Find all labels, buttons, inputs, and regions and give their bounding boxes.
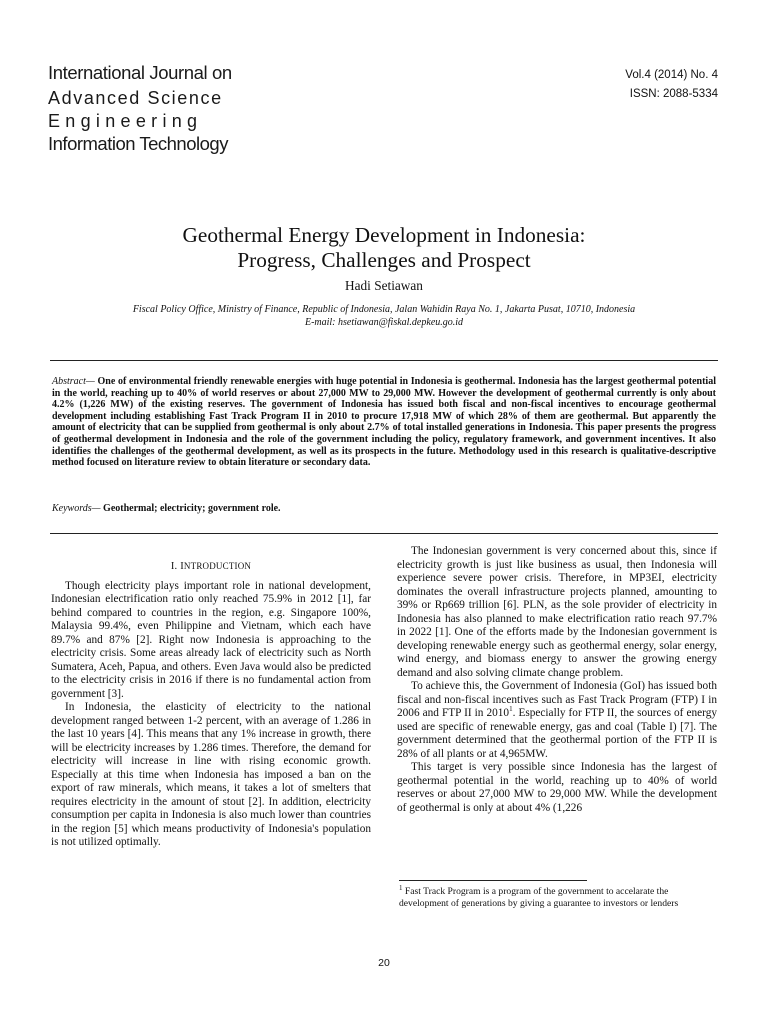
volume-issue: Vol.4 (2014) No. 4 <box>625 69 718 81</box>
author-email: E-mail: hsetiawan@fiskal.depkeu.go.id <box>304 317 464 328</box>
right-paragraph-2-rest: . Especially for FTP II, the sources of energy used are specific of renewable energy, gas and coal (Table I) [7]. The government determined that the geothermal portion of the FTP II is 28% of all plants or at 4,965MW. <box>397 707 717 760</box>
paper-title-line-1: Geothermal Energy Development in Indonesia: <box>182 223 586 247</box>
issn: ISSN: 2088-5334 <box>629 88 718 100</box>
abstract-bottom-rule <box>50 533 718 534</box>
journal-name-line-2: Advanced Science <box>48 87 223 108</box>
paper-title <box>0 223 768 273</box>
footnote-rule <box>399 880 587 881</box>
section-initial: I <box>180 561 184 572</box>
page-number: 20 <box>378 957 390 969</box>
right-paragraph-2 <box>397 680 717 761</box>
intro-paragraph-1: Though electricity plays important role in national development, Indonesian electrification ratio only reached 75.9% in 2012 [1], far behind compared to countries in the region, e.g. Singapore 100%, Malaysia 99.4%, even Philippine and Vietnam, which each have 89.7% and 87% [2]. Right now Indonesia is approaching to the electricity crisis. Some areas already lack of electricity such as North Sumatera, Aceh, Papua, and others. Even Java would also be predicted to the electricity crisis in 2016 if there is no fundamental action from government [3]. <box>51 579 371 700</box>
journal-name-line-4: Information Technology <box>48 132 228 154</box>
section-number: I. <box>170 561 181 572</box>
abstract-top-rule <box>50 360 718 361</box>
paper-title-line-2: Progress, Challenges and Prospect <box>237 248 531 272</box>
keywords-label: Keywords <box>52 503 92 514</box>
right-column <box>397 545 717 815</box>
section-title-rest: NTRODUCTION <box>183 561 252 571</box>
affiliation <box>60 303 708 329</box>
footnote-mark: 1 <box>399 883 403 892</box>
keywords-dash: — <box>91 503 104 514</box>
author-name: Hadi Setiawan <box>345 278 423 293</box>
abstract <box>52 376 716 469</box>
volume-info <box>625 66 718 104</box>
right-paragraph-3: This target is very possible since Indonesia has the largest of geothermal potential in the world, reaching up to 40% of world reserves or about 27,000 MW to 29,000 MW. While the development of geothermal is only at about 4% (1,226 <box>397 761 717 814</box>
section-heading-introduction <box>51 560 371 574</box>
right-paragraph-2-text: To achieve this, the Government of Indonesia (GoI) has issued both fiscal and non-fiscal incentives such as Fast Track Program (FTP) I in 2006 and FTP II in 2010 <box>397 680 717 719</box>
right-paragraph-1: The Indonesian government is very concerned about this, since if electricity growth is just like business as usual, then Indonesia will experience severe power crisis. Therefore, in MP3EI, electricity dominates the overall infrastructure projects planned, amounting to 39% or Rp669 trillion [6]. PLN, as the sole provider of electricity in Indonesia has also planned to make electrification ratio reach 97.7% in 2022 [1]. One of the efforts made by the Indonesian government is developing renewable energy such as geothermal energy, solar energy, wind energy, and biomass energy to answer the growing energy demand and also solving climate change problem. <box>397 545 717 679</box>
journal-name-line-3: Engineering <box>48 110 203 131</box>
keywords <box>52 503 716 515</box>
abstract-text: One of environmental friendly renewable energies with huge potential in Indonesia is geothermal. Indonesia has the largest geothermal potential in the world, reaching up to 40% of world reserves or about 27,000 MW to 29,000 MW. However the development of geothermal currently is only about 4.2% (1,226 MW) of the existing reserves. The government of Indonesia has issued both fiscal and non-fiscal incentives to encourage geothermal development including establishing Fast Track Program II in 2010 to procure 17,918 MW of which 28% of them are geothermal. But apparently the amount of electricity that can be supplied from geothermal is only about 2.7% of total installed generations in Indonesia. This paper presents the progress of geothermal development in Indonesia and the role of the government including the policy, regulatory framework, and government incentives. It also identifies the challenges of the geothermal development, as well as its prospects in the future. Methodology used in this research is qualitative-descriptive method focused on literature review to obtain literature or secondary data. <box>52 376 716 469</box>
abstract-dash: — <box>85 376 98 387</box>
journal-logo <box>48 64 278 153</box>
footnote <box>399 883 719 911</box>
intro-paragraph-2: In Indonesia, the elasticity of electricity to the national development ranged between 1-2 percent, with an average of 1.286 in the last 10 years [4]. This means that any 1% increase in growth, there will be electricity increases by 1.286 times. Therefore, the demand for electricity will increase in line with rising economic growth. Especially at this time when Indonesia has imposed a ban on the export of raw minerals, which means, it takes a lot of smelters that requires electricity in the amount of stout [2]. In addition, electricity consumption per capita in Indonesia is also much lower than countries in the region [5] which means productivity of Indonesia's population is not utilized optimally. <box>51 701 371 848</box>
keywords-text: Geothermal; electricity; government role. <box>103 503 281 514</box>
footnote-reference: 1 <box>509 705 513 714</box>
abstract-label: Abstract <box>52 376 86 387</box>
left-column <box>51 560 371 850</box>
affiliation-address: Fiscal Policy Office, Ministry of Finance, Republic of Indonesia, Jalan Wahidin Raya No. 1, Jakarta Pusat, 10710, Indonesia <box>132 304 636 315</box>
journal-name-line-1: International Journal on <box>48 62 232 83</box>
footnote-text: Fast Track Program is a program of the government to accelarate the development of generations by giving a guarantee to investors or lenders <box>399 886 679 910</box>
